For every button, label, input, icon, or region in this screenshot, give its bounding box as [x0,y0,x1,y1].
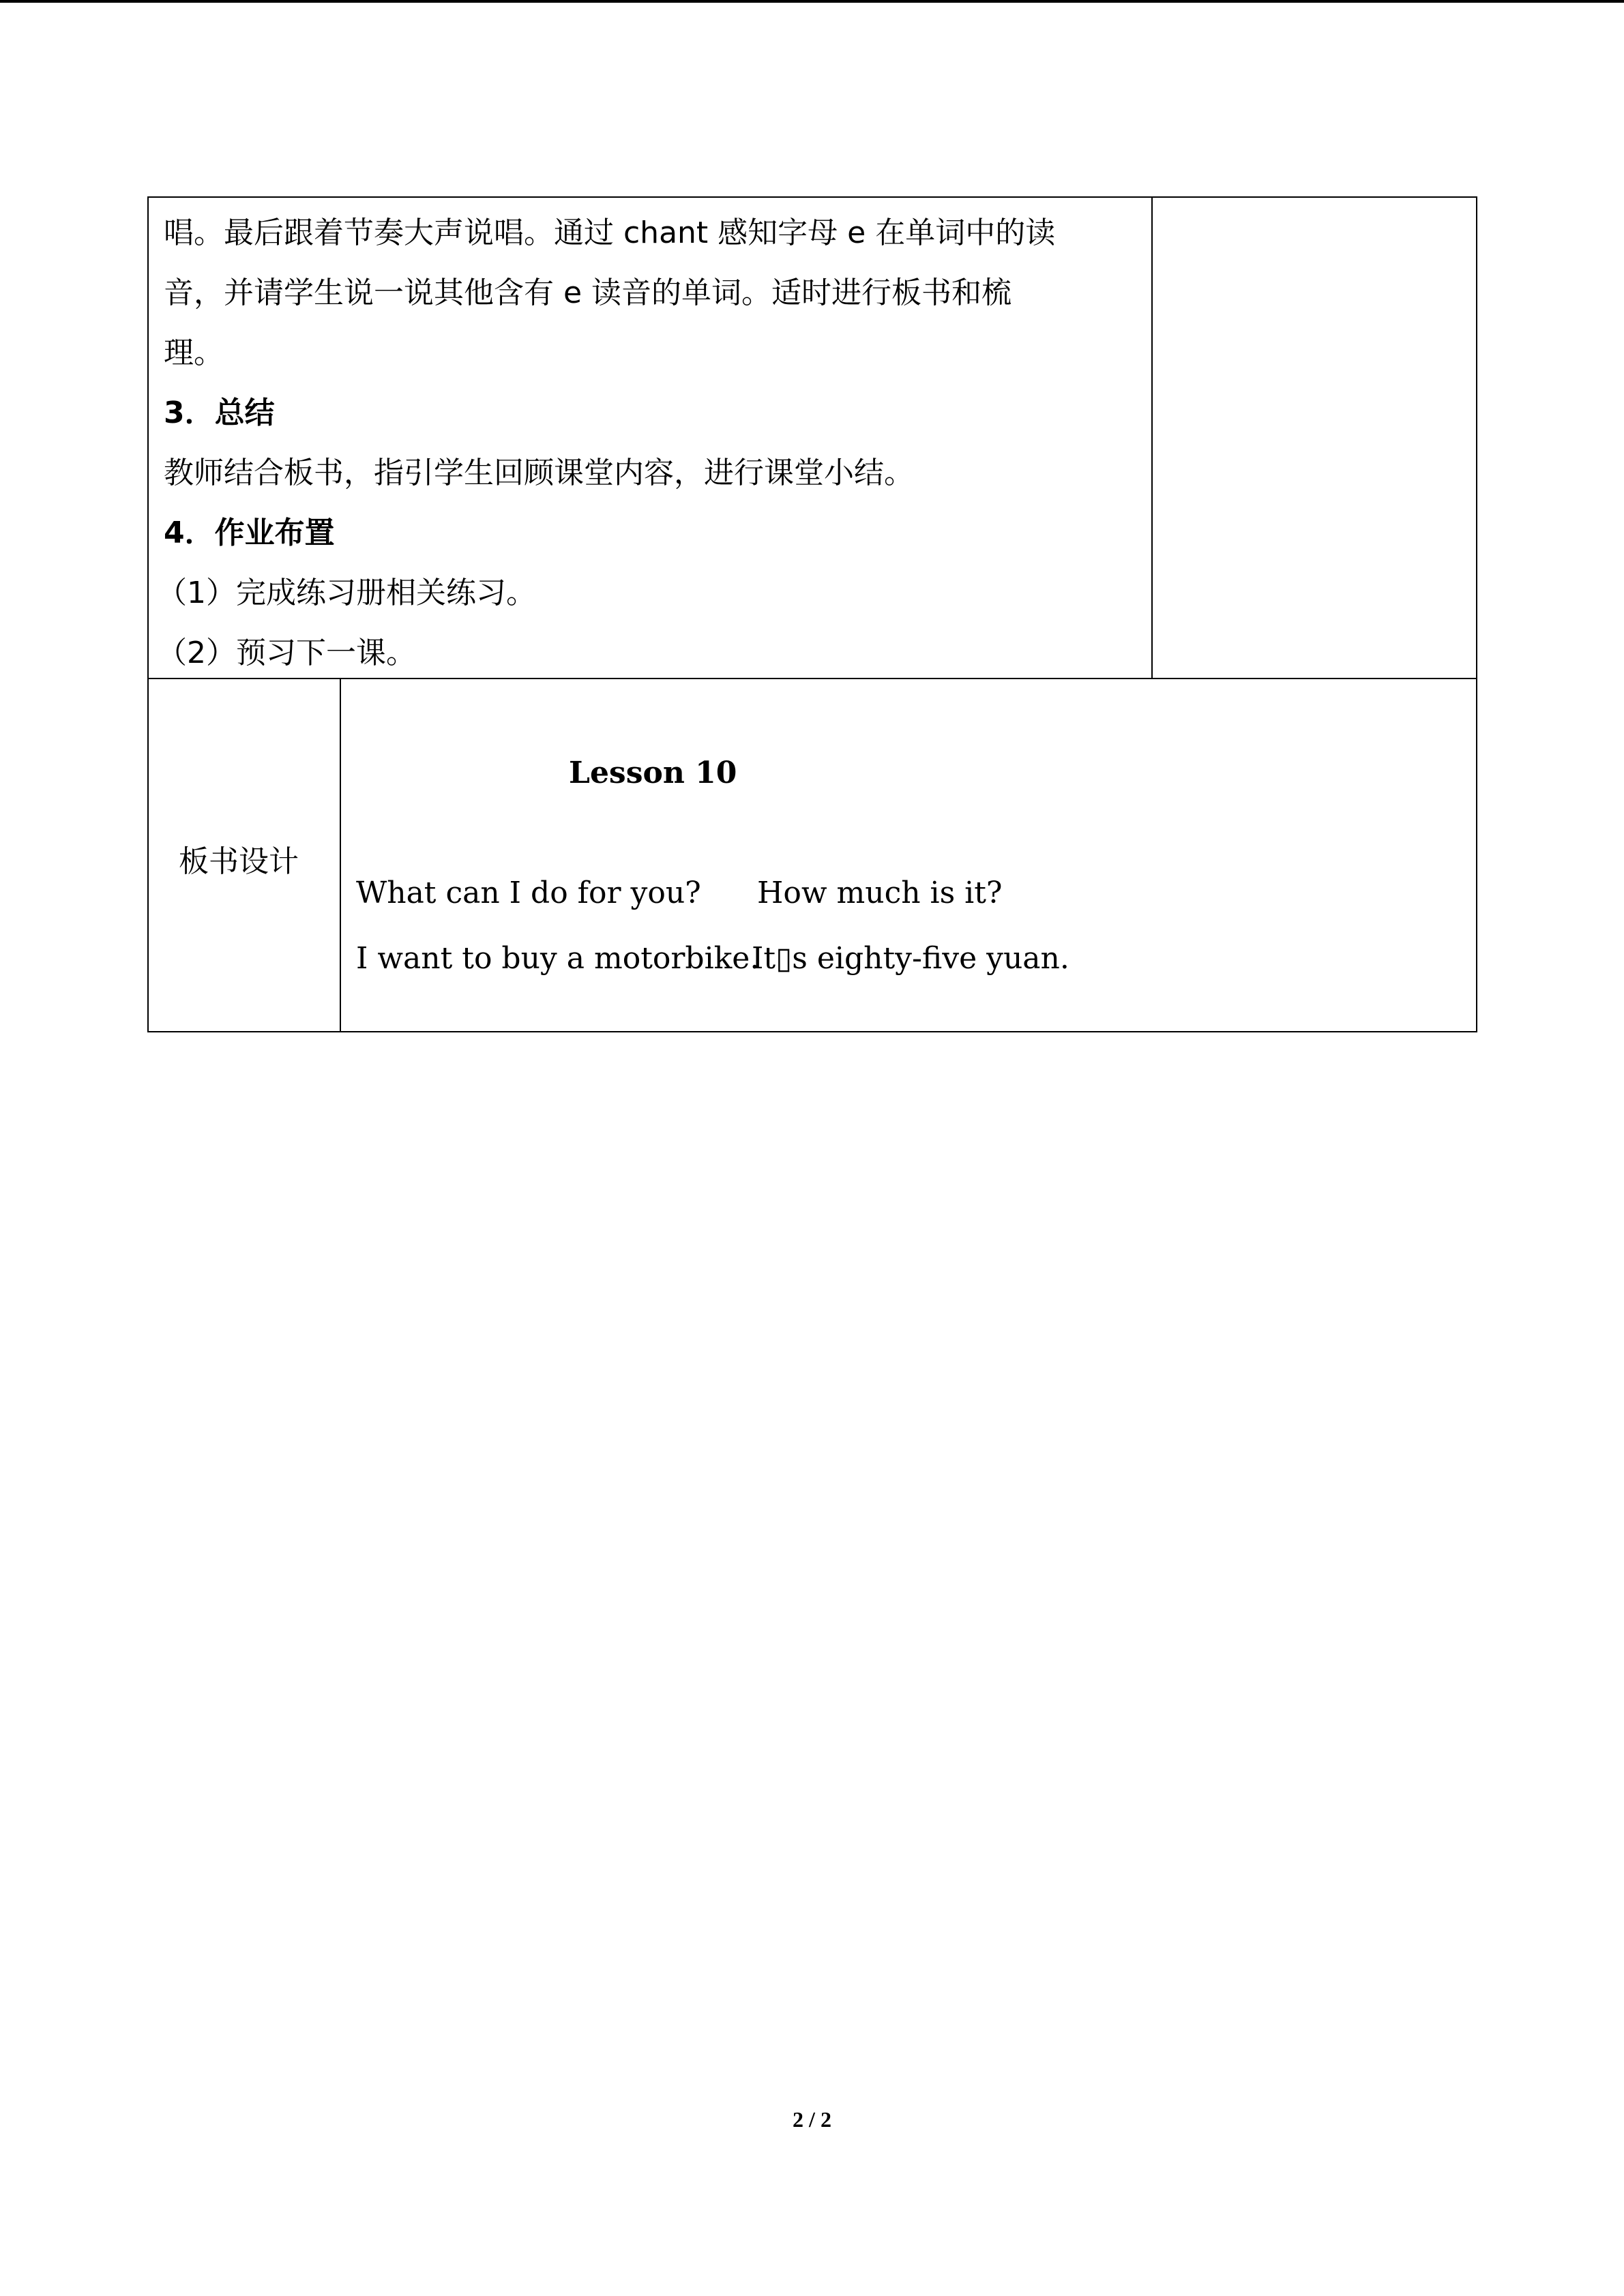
teaching-process-table [147,196,1477,679]
board-design-label: 板书设计 [179,844,299,879]
board-sentence-right: It▯s eighty-five yuan. [752,941,1069,976]
board-sentence-right: How much is it? [757,876,1003,910]
page-number: 2 / 2 [793,2107,831,2132]
process-text-line: 唱。最后跟着节奏大声说唱。通过 chant 感知字母 e 在单词中的读 [164,215,1056,250]
board-design-table [147,678,1477,1032]
lesson-title: Lesson 10 [569,756,737,790]
homework-heading: 4．作业布置 [164,516,335,550]
summary-text: 教师结合板书，指引学生回顾课堂内容，进行课堂小结。 [164,456,914,490]
column-divider [1151,198,1153,678]
process-text-line: 理。 [164,336,224,370]
process-text-line: 音，并请学生说一说其他含有 e 读音的单词。适时进行板书和梳 [164,275,1012,310]
homework-item: （1）完成练习册相关练习。 [157,576,536,610]
homework-item: （2）预习下一课。 [157,636,416,670]
board-sentence-left: I want to buy a motorbike. [356,941,760,976]
summary-heading: 3．总结 [164,396,275,430]
page-top-border [0,0,1624,3]
column-divider [340,679,341,1031]
board-sentence-left: What can I do for you? [356,876,701,910]
